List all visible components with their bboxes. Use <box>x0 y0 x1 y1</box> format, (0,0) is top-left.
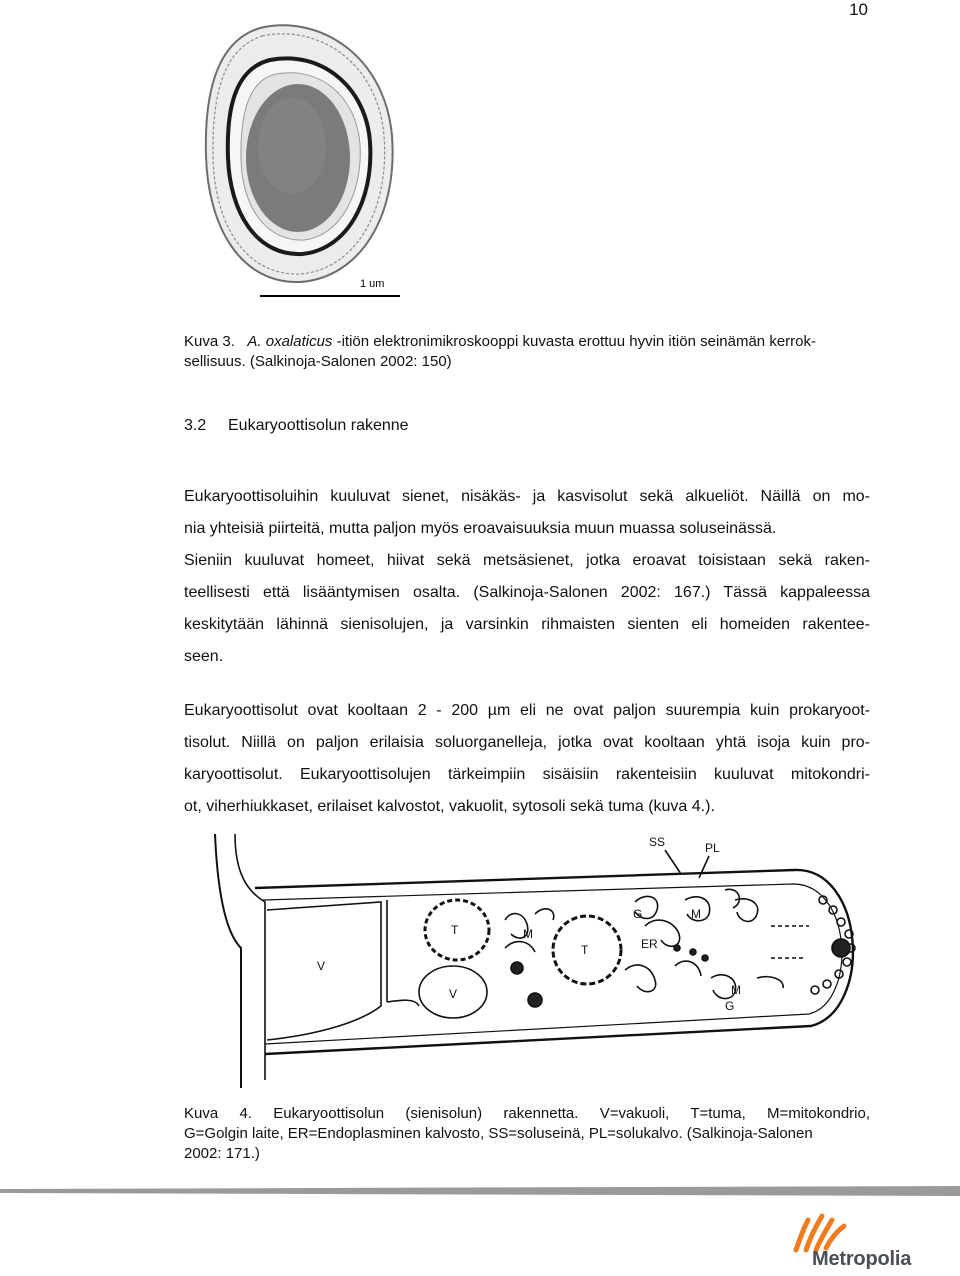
caption4-line2: G=Golgin laite, ER=Endoplasminen kalvosto, SS=soluseinä, PL=solukalvo. (Salkinoja-Salonen <box>184 1125 813 1142</box>
label-pl: PL <box>705 841 720 855</box>
label-m-1: M <box>523 927 533 941</box>
paragraph-line: keskitytään lähinnä sienisolujen, ja varsinkin rihmaisten sienten eli homeiden rakentee- <box>184 616 870 633</box>
caption3-line2: sellisuus. (Salkinoja-Salonen 2002: 150) <box>184 353 452 370</box>
scale-label: 1 um <box>360 278 385 290</box>
caption4-line1: Kuva 4. Eukaryoottisolun (sienisolun) rakennetta. V=vakuoli, T=tuma, M=mitokondrio, <box>184 1105 870 1122</box>
paragraph-1 <box>184 481 870 673</box>
label-g-1: G <box>633 907 643 921</box>
section-number: 3.2 <box>184 417 207 434</box>
paragraph-line: ot, viherhiukkaset, erilaiset kalvostot, vakuolit, sytosoli sekä tuma (kuva 4.). <box>184 798 715 815</box>
spore-micrograph <box>200 16 410 300</box>
figure4-caption <box>184 1104 870 1164</box>
label-m-2: M <box>691 907 701 921</box>
fungal-cell-diagram <box>205 830 885 1090</box>
footer-bar <box>0 1186 960 1196</box>
section-title: Eukaryoottisolun rakenne <box>228 417 409 434</box>
label-t-left: T <box>451 923 459 937</box>
paragraph-line: Eukaryoottisoluihin kuuluvat sienet, nisäkäs- ja kasvisolut sekä alkueliöt. Näillä on mo- <box>184 488 870 505</box>
paragraph-line: teellisesti että lisääntymisen osalta. (Salkinoja-Salonen 2002: 167.) Tässä kappaleessa <box>184 584 870 601</box>
metropolia-logo-text: Metropolia <box>812 1248 912 1270</box>
label-v-small: V <box>449 987 458 1001</box>
caption3-species: A. oxalaticus <box>247 333 333 350</box>
paragraph-2 <box>184 695 870 823</box>
label-m-3: M <box>731 983 741 997</box>
paragraph-line: Eukaryoottisolut ovat kooltaan 2 - 200 µm eli ne ovat paljon suurempia kuin prokaryoot- <box>184 702 870 719</box>
paragraph-line: tisolut. Niillä on paljon erilaisia soluorganelleja, jotka ovat kooltaan yhtä isoja kuin pro- <box>184 734 870 751</box>
figure3-caption <box>184 332 870 372</box>
paragraph-line: karyoottisolut. Eukaryoottisolujen tärkeimpiin sisäisiin rakenteisiin kuuluvat mitokondri- <box>184 766 870 783</box>
paragraph-line: nia yhteisiä piirteitä, mutta paljon myös eroavaisuuksia muun muassa soluseinässä. <box>184 520 777 537</box>
label-g-2: G <box>725 999 735 1013</box>
caption4-line3: 2002: 171.) <box>184 1145 260 1162</box>
page-number: 10 <box>849 0 868 19</box>
label-ss: SS <box>649 835 666 849</box>
paragraph-line: seen. <box>184 648 224 665</box>
section-heading <box>184 417 409 435</box>
caption3-text: -itiön elektronimikroskooppi kuvasta erottuu hyvin itiön seinämän kerrok- <box>332 333 816 350</box>
label-v-large: V <box>317 959 326 973</box>
label-er: ER <box>641 937 658 951</box>
caption3-prefix: Kuva 3. <box>184 333 235 350</box>
label-t-right: T <box>581 943 589 957</box>
paragraph-line: Sieniin kuuluvat homeet, hiivat sekä metsäsienet, jotka eroavat toisistaan sekä raken- <box>184 552 870 569</box>
